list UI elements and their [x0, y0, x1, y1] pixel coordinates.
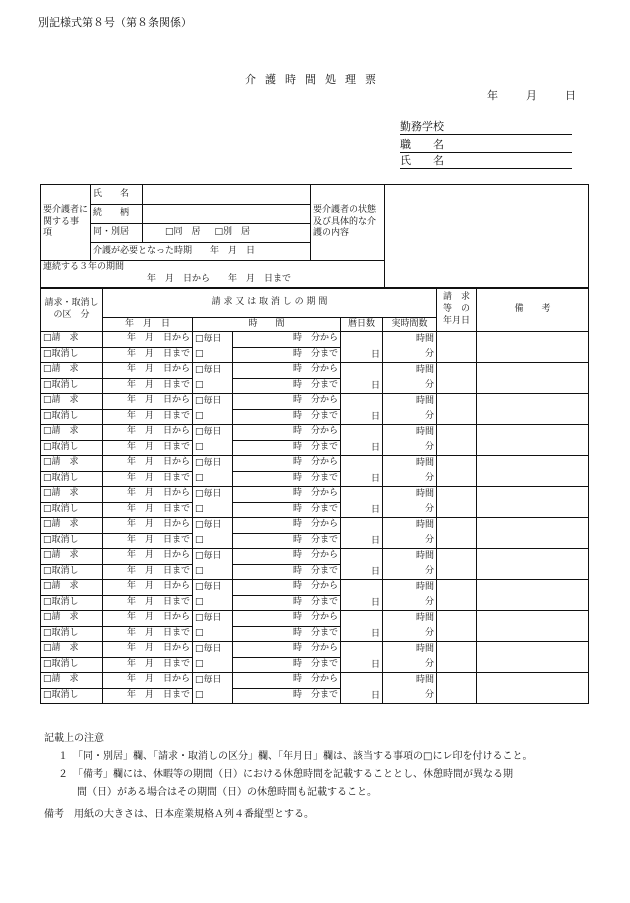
request-period-table — [40, 288, 589, 704]
date-to[interactable]: 年 月 日まで — [103, 440, 193, 456]
date-to[interactable]: 年 月 日まで — [103, 595, 193, 611]
date-from[interactable]: 年 月 日から — [103, 673, 193, 689]
request-checkbox[interactable]: □請 求 — [41, 518, 103, 534]
calendar-days[interactable]: 日 — [341, 549, 383, 580]
time-to[interactable]: 時 分まで — [233, 471, 341, 487]
date-to[interactable]: 年 月 日まで — [103, 409, 193, 425]
consecutive-period-cell[interactable] — [41, 261, 385, 288]
notes-heading: 記載上の注意 — [44, 733, 104, 744]
time-from[interactable]: 時 分から — [233, 549, 341, 565]
request-date-field[interactable] — [437, 487, 477, 518]
time-from[interactable]: 時 分から — [233, 425, 341, 441]
time-from[interactable]: 時 分から — [233, 456, 341, 472]
time-from[interactable]: 時 分から — [233, 363, 341, 379]
specific-day-checkbox[interactable]: □ — [193, 595, 233, 611]
name-label: 氏 名 — [400, 154, 444, 167]
school-label: 勤務学校 — [400, 120, 444, 133]
request-date-field[interactable] — [437, 456, 477, 487]
time-from[interactable]: 時 分から — [233, 611, 341, 627]
remarks-field[interactable] — [477, 487, 589, 518]
request-date-field[interactable] — [437, 332, 477, 363]
request-date-field[interactable] — [437, 673, 477, 704]
date-to[interactable]: 年 月 日まで — [103, 626, 193, 642]
request-checkbox[interactable]: □請 求 — [41, 642, 103, 658]
remarks-field[interactable] — [477, 332, 589, 363]
remarks-field[interactable] — [477, 363, 589, 394]
time-to[interactable]: 時 分まで — [233, 688, 341, 704]
time-to[interactable]: 時 分まで — [233, 502, 341, 518]
actual-hours[interactable]: 時間 — [383, 425, 437, 441]
actual-hours[interactable]: 時間 — [383, 394, 437, 410]
actual-minutes[interactable]: 分 — [383, 595, 437, 611]
request-checkbox[interactable]: □請 求 — [41, 487, 103, 503]
date-to[interactable]: 年 月 日まで — [103, 533, 193, 549]
date-from[interactable]: 年 月 日から — [103, 611, 193, 627]
date-month: 月 — [526, 89, 537, 102]
time-to[interactable]: 時 分まで — [233, 347, 341, 363]
actual-minutes[interactable]: 分 — [383, 409, 437, 425]
calendar-days[interactable]: 日 — [341, 580, 383, 611]
specific-day-checkbox[interactable]: □ — [193, 378, 233, 394]
remarks-field[interactable] — [477, 611, 589, 642]
request-checkbox[interactable]: □請 求 — [41, 394, 103, 410]
date-from[interactable]: 年 月 日から — [103, 456, 193, 472]
date-to[interactable]: 年 月 日まで — [103, 657, 193, 673]
time-to[interactable]: 時 分まで — [233, 440, 341, 456]
remarks-field[interactable] — [477, 425, 589, 456]
date-from[interactable]: 年 月 日から — [103, 332, 193, 348]
header-actual-hours: 実時間数 — [383, 318, 437, 332]
request-checkbox[interactable]: □請 求 — [41, 580, 103, 596]
header-days: 暦日数 — [341, 318, 383, 332]
time-to[interactable]: 時 分まで — [233, 378, 341, 394]
actual-minutes[interactable]: 分 — [383, 378, 437, 394]
condition-label: 要介護者の状態及び具体的な介護の内容 — [311, 185, 385, 261]
remarks-field[interactable] — [477, 518, 589, 549]
request-date-field[interactable] — [437, 580, 477, 611]
actual-minutes[interactable]: 分 — [383, 471, 437, 487]
relation-label: 続 柄 — [91, 205, 143, 224]
time-from[interactable]: 時 分から — [233, 642, 341, 658]
actual-hours[interactable]: 時間 — [383, 456, 437, 472]
relation-field[interactable] — [143, 205, 311, 224]
care-start-field[interactable]: 介護が必要となった時期 年 月 日 — [91, 243, 311, 261]
request-checkbox[interactable]: □請 求 — [41, 673, 103, 689]
header-type: 請求・取消しの区 分 — [41, 289, 103, 332]
daily-checkbox[interactable]: □毎日 — [193, 642, 233, 658]
actual-minutes[interactable]: 分 — [383, 626, 437, 642]
note-2: ２ 「備考」欄には、休暇等の期間（日）における休憩時間を記載することとし、休憩時間が異なる期 — [58, 769, 513, 780]
cohabit-label: 同・別居 — [91, 224, 143, 243]
date-from[interactable]: 年 月 日から — [103, 580, 193, 596]
time-from[interactable]: 時 分から — [233, 673, 341, 689]
daily-checkbox[interactable]: □毎日 — [193, 363, 233, 379]
time-to[interactable]: 時 分まで — [233, 626, 341, 642]
page-title: 介護時間処理票 — [245, 73, 385, 86]
cancel-checkbox[interactable]: □取消し — [41, 378, 103, 394]
actual-minutes[interactable]: 分 — [383, 533, 437, 549]
actual-hours[interactable]: 時間 — [383, 487, 437, 503]
calendar-days[interactable]: 日 — [341, 332, 383, 363]
header-time: 時 間 — [193, 318, 341, 332]
time-to[interactable]: 時 分まで — [233, 409, 341, 425]
calendar-days[interactable]: 日 — [341, 425, 383, 456]
specific-day-checkbox[interactable]: □ — [193, 533, 233, 549]
header-date: 年 月 日 — [103, 318, 193, 332]
request-checkbox[interactable]: □請 求 — [41, 611, 103, 627]
date-from[interactable]: 年 月 日から — [103, 425, 193, 441]
request-checkbox[interactable]: □請 求 — [41, 425, 103, 441]
remarks-field[interactable] — [477, 549, 589, 580]
request-date-field[interactable] — [437, 394, 477, 425]
request-checkbox[interactable]: □請 求 — [41, 363, 103, 379]
calendar-days[interactable]: 日 — [341, 394, 383, 425]
request-date-field[interactable] — [437, 611, 477, 642]
actual-hours[interactable]: 時間 — [383, 549, 437, 565]
specific-day-checkbox[interactable]: □ — [193, 657, 233, 673]
cohabit-same-checkbox[interactable]: □同 居 — [165, 227, 201, 238]
post-label: 職 名 — [400, 138, 444, 151]
actual-minutes[interactable]: 分 — [383, 502, 437, 518]
specific-day-checkbox[interactable]: □ — [193, 564, 233, 580]
time-to[interactable]: 時 分まで — [233, 564, 341, 580]
consecutive-period-value: 年 月 日から 年 月 日まで — [147, 274, 292, 284]
form-number: 別記様式第８号（第８条関係） — [38, 16, 192, 29]
time-from[interactable]: 時 分から — [233, 332, 341, 348]
cancel-checkbox[interactable]: □取消し — [41, 502, 103, 518]
date-to[interactable]: 年 月 日まで — [103, 688, 193, 704]
time-from[interactable]: 時 分から — [233, 487, 341, 503]
specific-day-checkbox[interactable]: □ — [193, 502, 233, 518]
recipient-name-field[interactable] — [143, 185, 311, 205]
date-to[interactable]: 年 月 日まで — [103, 471, 193, 487]
daily-checkbox[interactable]: □毎日 — [193, 549, 233, 565]
actual-minutes[interactable]: 分 — [383, 564, 437, 580]
actual-minutes[interactable]: 分 — [383, 688, 437, 704]
time-to[interactable]: 時 分まで — [233, 533, 341, 549]
note-1: １ 「同・別居」欄、「請求・取消しの区分」欄、「年月日」欄は、該当する事項の□にレ印を付けること。 — [58, 751, 533, 762]
calendar-days[interactable]: 日 — [341, 611, 383, 642]
remarks-field[interactable] — [477, 394, 589, 425]
remarks-field[interactable] — [477, 642, 589, 673]
request-date-field[interactable] — [437, 642, 477, 673]
calendar-days[interactable]: 日 — [341, 487, 383, 518]
footer-note: 備考 用紙の大きさは、日本産業規格Ａ列４番縦型とする。 — [44, 809, 314, 820]
date-day: 日 — [565, 89, 576, 102]
specific-day-checkbox[interactable]: □ — [193, 471, 233, 487]
daily-checkbox[interactable]: □毎日 — [193, 580, 233, 596]
daily-checkbox[interactable]: □毎日 — [193, 394, 233, 410]
remarks-field[interactable] — [477, 580, 589, 611]
daily-checkbox[interactable]: □毎日 — [193, 518, 233, 534]
specific-day-checkbox[interactable]: □ — [193, 688, 233, 704]
time-from[interactable]: 時 分から — [233, 580, 341, 596]
date-from[interactable]: 年 月 日から — [103, 642, 193, 658]
calendar-days[interactable]: 日 — [341, 673, 383, 704]
date-year: 年 — [487, 89, 498, 102]
daily-checkbox[interactable]: □毎日 — [193, 611, 233, 627]
cancel-checkbox[interactable]: □取消し — [41, 657, 103, 673]
actual-minutes[interactable]: 分 — [383, 440, 437, 456]
cancel-checkbox[interactable]: □取消し — [41, 688, 103, 704]
request-date-field[interactable] — [437, 425, 477, 456]
cancel-checkbox[interactable]: □取消し — [41, 595, 103, 611]
cohabit-separate-checkbox[interactable]: □別 居 — [214, 227, 251, 238]
note-2-continued: 間（日）がある場合はその期間（日）の休憩時間も記載すること。 — [77, 787, 377, 798]
request-date-field[interactable] — [437, 518, 477, 549]
remarks-field[interactable] — [477, 673, 589, 704]
actual-hours[interactable]: 時間 — [383, 518, 437, 534]
daily-checkbox[interactable]: □毎日 — [193, 487, 233, 503]
specific-day-checkbox[interactable]: □ — [193, 440, 233, 456]
cancel-checkbox[interactable]: □取消し — [41, 409, 103, 425]
calendar-days[interactable]: 日 — [341, 642, 383, 673]
header-period: 請 求 又 は 取 消 し の 期 間 — [103, 289, 437, 318]
time-to[interactable]: 時 分まで — [233, 595, 341, 611]
care-recipient-group-label: 要介護者に関する事 項 — [41, 185, 91, 261]
calendar-days[interactable]: 日 — [341, 456, 383, 487]
request-checkbox[interactable]: □請 求 — [41, 456, 103, 472]
cancel-checkbox[interactable]: □取消し — [41, 347, 103, 363]
date-to[interactable]: 年 月 日まで — [103, 564, 193, 580]
actual-hours[interactable]: 時間 — [383, 673, 437, 689]
specific-day-checkbox[interactable]: □ — [193, 409, 233, 425]
remarks-field[interactable] — [477, 456, 589, 487]
condition-field[interactable] — [385, 185, 589, 288]
actual-hours[interactable]: 時間 — [383, 580, 437, 596]
calendar-days[interactable]: 日 — [341, 518, 383, 549]
calendar-days[interactable]: 日 — [341, 363, 383, 394]
request-checkbox[interactable]: □請 求 — [41, 332, 103, 348]
recipient-name-label: 氏 名 — [91, 185, 143, 205]
daily-checkbox[interactable]: □毎日 — [193, 673, 233, 689]
actual-hours[interactable]: 時間 — [383, 642, 437, 658]
actual-hours[interactable]: 時間 — [383, 363, 437, 379]
date-from[interactable]: 年 月 日から — [103, 394, 193, 410]
date-to[interactable]: 年 月 日まで — [103, 347, 193, 363]
cancel-checkbox[interactable]: □取消し — [41, 564, 103, 580]
date-to[interactable]: 年 月 日まで — [103, 502, 193, 518]
school-signature-line[interactable] — [400, 120, 572, 135]
daily-checkbox[interactable]: □毎日 — [193, 332, 233, 348]
date-from[interactable]: 年 月 日から — [103, 487, 193, 503]
cancel-checkbox[interactable]: □取消し — [41, 440, 103, 456]
actual-hours[interactable]: 時間 — [383, 611, 437, 627]
cancel-checkbox[interactable]: □取消し — [41, 626, 103, 642]
notes-section — [44, 730, 532, 802]
consecutive-period-label: 連続する３年の期間 — [43, 262, 125, 273]
request-date-field[interactable] — [437, 549, 477, 580]
time-to[interactable]: 時 分まで — [233, 657, 341, 673]
cancel-checkbox[interactable]: □取消し — [41, 533, 103, 549]
cancel-checkbox[interactable]: □取消し — [41, 471, 103, 487]
date-line — [487, 87, 576, 103]
request-date-field[interactable] — [437, 363, 477, 394]
post-signature-line[interactable] — [400, 138, 572, 153]
daily-checkbox[interactable]: □毎日 — [193, 456, 233, 472]
header-request-date: 請 求等 の年月日 — [437, 289, 477, 332]
header-remarks: 備 考 — [477, 289, 589, 332]
daily-checkbox[interactable]: □毎日 — [193, 425, 233, 441]
specific-day-checkbox[interactable]: □ — [193, 626, 233, 642]
actual-hours[interactable]: 時間 — [383, 332, 437, 348]
time-from[interactable]: 時 分から — [233, 394, 341, 410]
date-to[interactable]: 年 月 日まで — [103, 378, 193, 394]
cohabit-options[interactable] — [143, 224, 311, 243]
time-from[interactable]: 時 分から — [233, 518, 341, 534]
date-from[interactable]: 年 月 日から — [103, 363, 193, 379]
name-signature-line[interactable] — [400, 154, 572, 169]
actual-minutes[interactable]: 分 — [383, 657, 437, 673]
date-from[interactable]: 年 月 日から — [103, 518, 193, 534]
specific-day-checkbox[interactable]: □ — [193, 347, 233, 363]
actual-minutes[interactable]: 分 — [383, 347, 437, 363]
date-from[interactable]: 年 月 日から — [103, 549, 193, 565]
request-checkbox[interactable]: □請 求 — [41, 549, 103, 565]
care-recipient-table — [40, 184, 589, 288]
